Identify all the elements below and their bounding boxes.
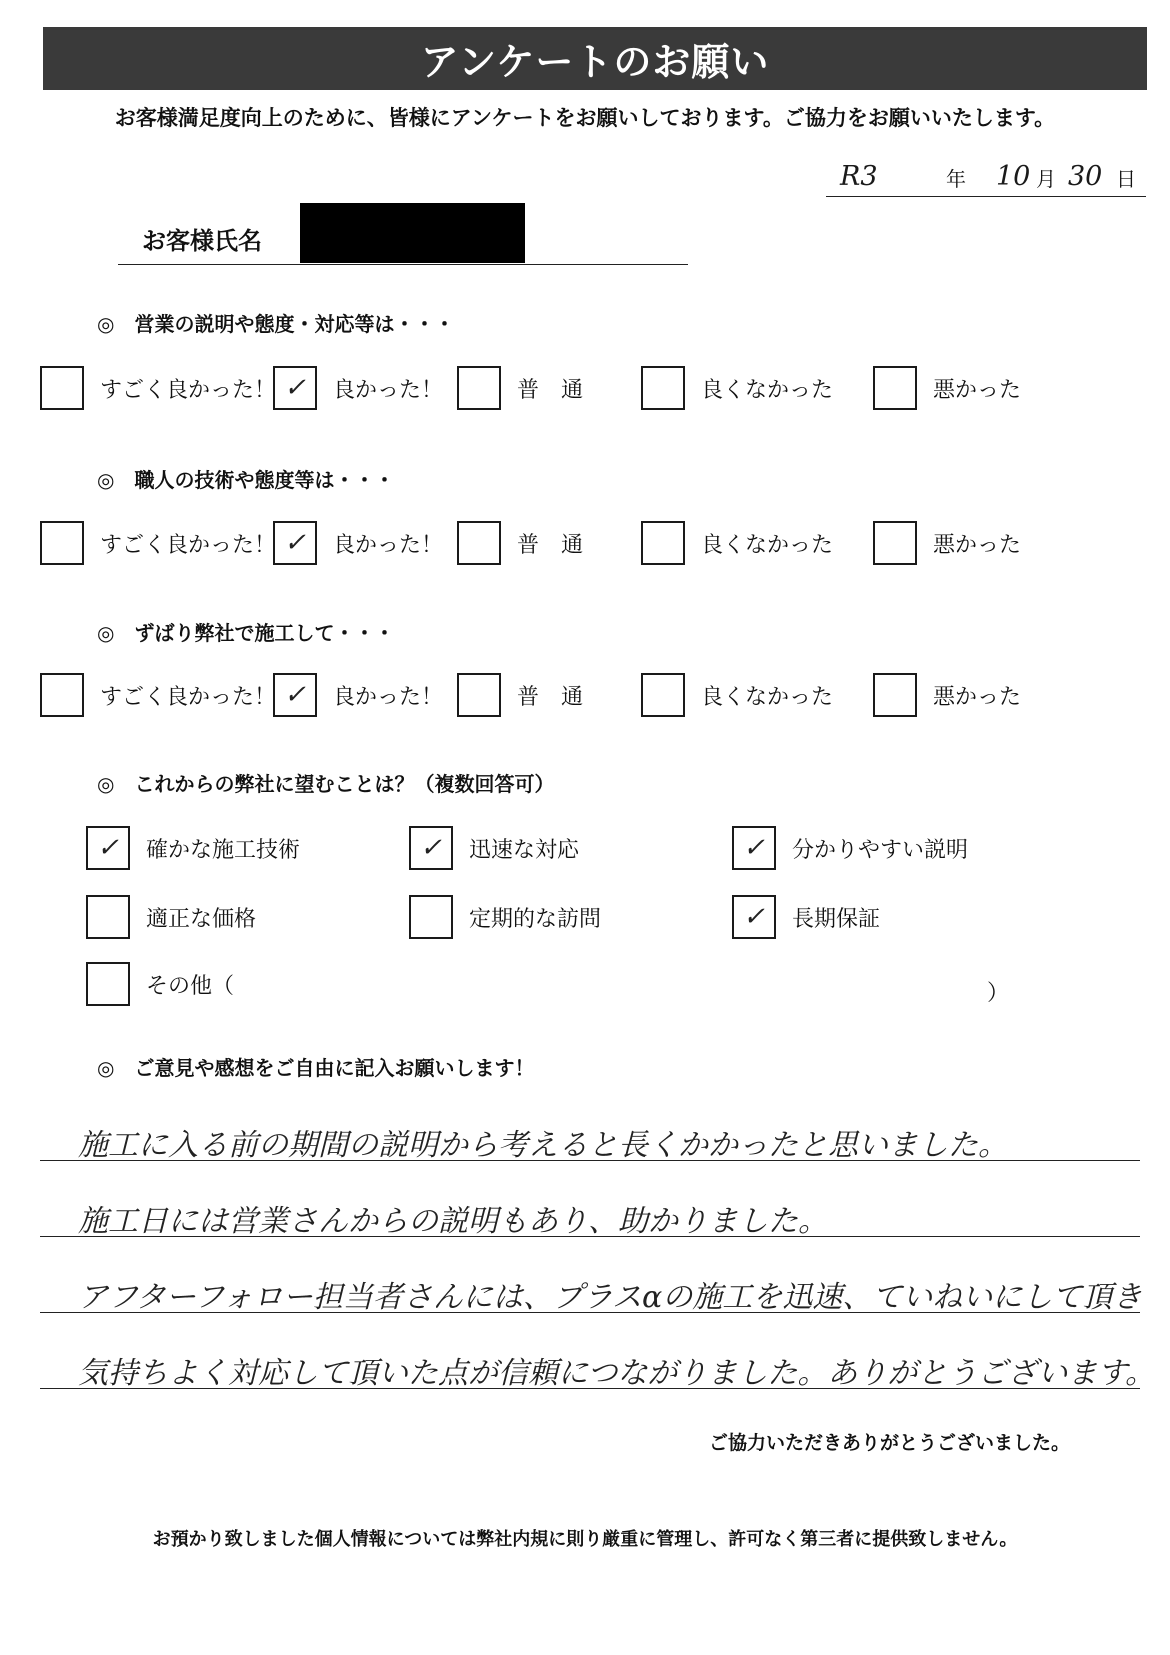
customer-name-label: お客様氏名 (142, 227, 262, 255)
checkbox[interactable]: ✓ (273, 673, 317, 717)
checkbox[interactable] (86, 895, 130, 939)
option-label: 良くなかった (701, 532, 834, 558)
q2-option-5[interactable] (873, 521, 1021, 565)
date-month: 10 (996, 161, 1031, 192)
option-label: 悪かった (933, 532, 1022, 558)
wish-label: 長期保証 (792, 906, 881, 932)
q1-option-3[interactable] (457, 366, 583, 410)
wish-item-6[interactable] (732, 895, 880, 939)
wishes-heading: ◎ これからの弊社に望むことは？（複数回答可） (97, 772, 555, 796)
checkbox[interactable] (409, 895, 453, 939)
comment-rule-4 (40, 1388, 1140, 1389)
date-day-label: 日 (1116, 167, 1136, 191)
thanks-text: ご協力いただきありがとうございました。 (708, 1432, 1070, 1454)
wish-item-3[interactable] (732, 826, 968, 870)
checkbox[interactable]: ✓ (409, 826, 453, 870)
checkbox[interactable] (40, 521, 84, 565)
wish-label: 分かりやすい説明 (792, 837, 969, 863)
checkbox[interactable] (641, 521, 685, 565)
q3-option-1[interactable] (40, 673, 276, 717)
customer-name-redacted (300, 203, 525, 263)
checkbox[interactable]: ✓ (732, 895, 776, 939)
checkbox[interactable] (641, 366, 685, 410)
checkbox[interactable]: ✓ (732, 826, 776, 870)
date-day: 30 (1068, 161, 1103, 192)
checkbox[interactable] (457, 366, 501, 410)
date-field (826, 160, 1146, 197)
wish-item-1[interactable] (86, 826, 300, 870)
option-label: 悪かった (933, 377, 1022, 403)
wish-item-other[interactable] (86, 962, 234, 1006)
option-label: 良かった！ (333, 684, 444, 710)
q2-option-1[interactable] (40, 521, 276, 565)
wish-label: 定期的な訪問 (469, 906, 602, 932)
q1-option-4[interactable] (641, 366, 833, 410)
option-label: 良くなかった (701, 377, 834, 403)
option-label: 良かった！ (333, 532, 444, 558)
question-1-heading: ◎ 営業の説明や態度・対応等は・・・ (97, 312, 455, 336)
q3-option-2[interactable] (273, 673, 443, 717)
date-year-label: 年 (946, 167, 966, 191)
question-2-heading: ◎ 職人の技術や態度等は・・・ (97, 468, 395, 492)
q1-option-1[interactable] (40, 366, 276, 410)
customer-name-line (118, 264, 688, 265)
wish-label: 確かな施工技術 (146, 837, 301, 863)
option-label: 普 通 (517, 377, 584, 403)
wish-item-5[interactable] (409, 895, 601, 939)
date-month-label: 月 (1036, 167, 1056, 191)
q3-option-3[interactable] (457, 673, 583, 717)
option-label: すごく良かった！ (100, 377, 277, 403)
option-label: 普 通 (517, 532, 584, 558)
page-title: アンケートのお願い (420, 40, 770, 84)
wish-label: 適正な価格 (146, 906, 257, 932)
checkbox[interactable] (641, 673, 685, 717)
wish-label: 迅速な対応 (469, 837, 580, 863)
comment-rule-2 (40, 1236, 1140, 1237)
checkbox[interactable] (40, 673, 84, 717)
date-era-year: R3 (840, 161, 878, 192)
wish-item-2[interactable] (409, 826, 579, 870)
checkbox[interactable] (40, 366, 84, 410)
option-label: 良くなかった (701, 684, 834, 710)
checkbox[interactable]: ✓ (273, 521, 317, 565)
q3-option-4[interactable] (641, 673, 833, 717)
comment-rule-3 (40, 1312, 1140, 1313)
other-close-paren: ） (987, 981, 1010, 1006)
checkbox[interactable] (457, 673, 501, 717)
option-label: すごく良かった！ (100, 684, 277, 710)
checkbox[interactable] (457, 521, 501, 565)
q2-option-4[interactable] (641, 521, 833, 565)
option-label: 良かった！ (333, 377, 444, 403)
checkbox[interactable]: ✓ (273, 366, 317, 410)
title-banner (43, 27, 1147, 90)
comment-line-3: アフターフォロー担当者さんには、プラスαの施工を迅速、ていねいにして頂き (78, 1280, 1143, 1315)
q1-option-5[interactable] (873, 366, 1021, 410)
comment-line-1: 施工に入る前の期間の説明から考えると長くかかったと思いました。 (78, 1128, 1008, 1163)
wish-item-4[interactable] (86, 895, 256, 939)
q2-option-2[interactable] (273, 521, 443, 565)
q2-option-3[interactable] (457, 521, 583, 565)
checkbox[interactable] (873, 673, 917, 717)
q1-option-2[interactable] (273, 366, 443, 410)
other-label: その他（ (146, 973, 235, 999)
comment-rule-1 (40, 1160, 1140, 1161)
intro-text: お客様満足度向上のために、皆様にアンケートをお願いしております。ご協力をお願いいたします。 (114, 106, 1056, 130)
option-label: 普 通 (517, 684, 584, 710)
comment-line-2: 施工日には営業さんからの説明もあり、助かりました。 (78, 1204, 828, 1239)
q3-option-5[interactable] (873, 673, 1021, 717)
privacy-notice: お預かり致しました個人情報については弊社内規に則り厳重に管理し、許可なく第三者に提供致しません。 (152, 1529, 1018, 1550)
checkbox[interactable] (873, 521, 917, 565)
option-label: すごく良かった！ (100, 532, 277, 558)
comments-heading: ◎ ご意見や感想をご自由に記入お願いします！ (97, 1056, 535, 1080)
comment-line-4: 気持ちよく対応して頂いた点が信頼につながりました。ありがとうございます。 (78, 1356, 1155, 1391)
checkbox[interactable] (873, 366, 917, 410)
option-label: 悪かった (933, 684, 1022, 710)
question-3-heading: ◎ ずばり弊社で施工して・・・ (97, 621, 395, 645)
checkbox[interactable] (86, 962, 130, 1006)
checkbox[interactable]: ✓ (86, 826, 130, 870)
